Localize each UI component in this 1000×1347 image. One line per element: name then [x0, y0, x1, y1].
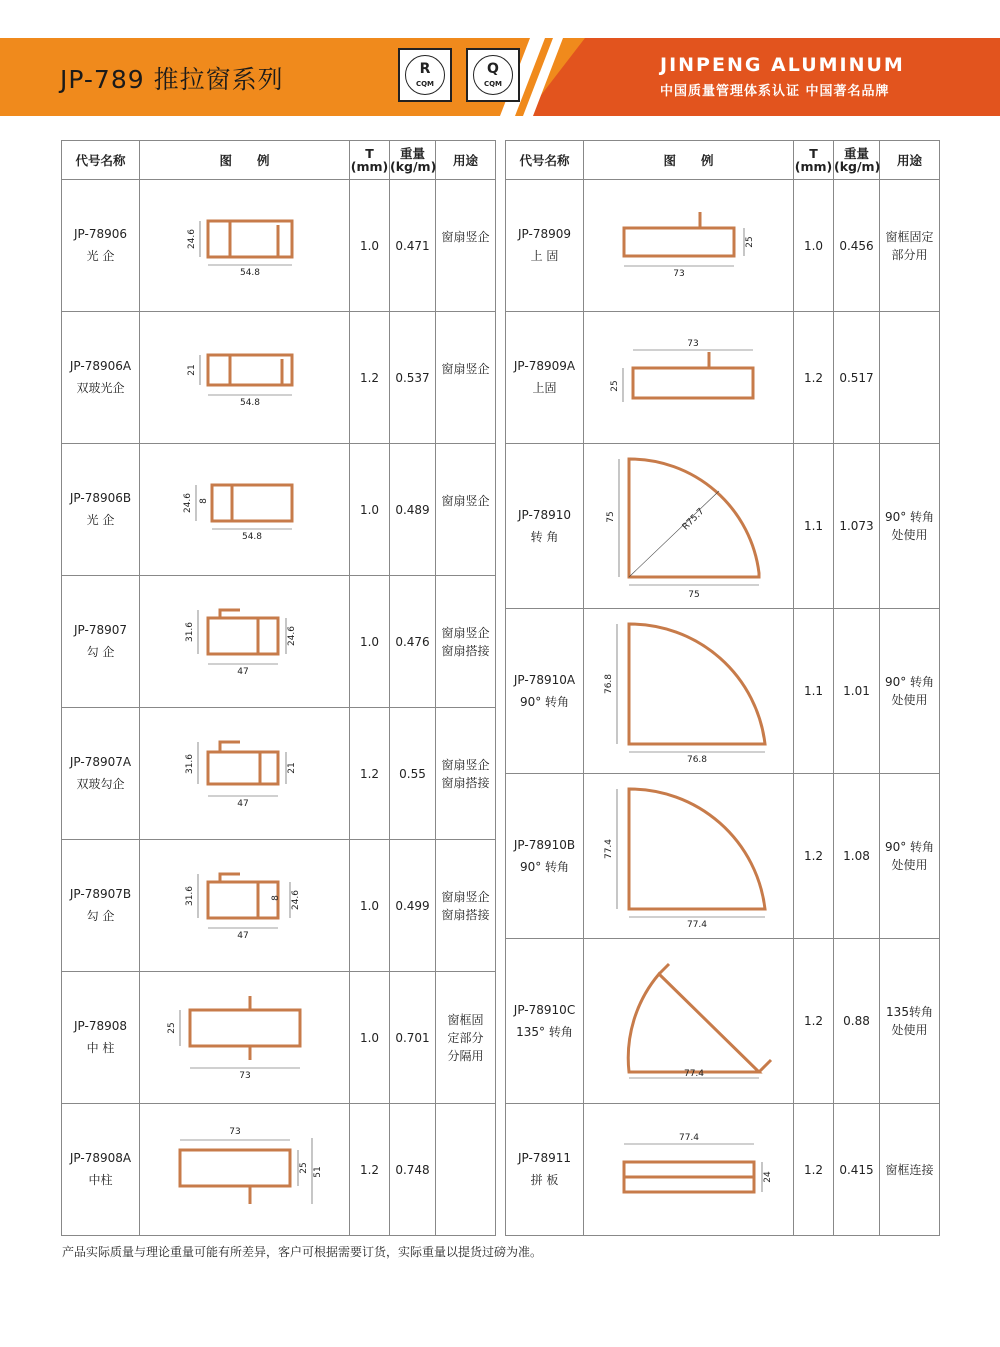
thickness-cell: 1.0 [794, 180, 834, 312]
thickness-cell: 1.0 [350, 576, 390, 708]
product-name: 90° 转角 [519, 859, 570, 874]
col-weight-header: 重量 (kg/m) [390, 141, 436, 180]
weight-cell: 0.489 [390, 444, 436, 576]
dimension-label: 54.8 [239, 267, 260, 278]
dimension-label: 24.6 [286, 625, 297, 646]
dimension-label: 75 [605, 511, 616, 523]
figure-cell [140, 312, 350, 444]
use-line: 135转角 [886, 1005, 933, 1019]
use-line: 窗扇搭接 [441, 643, 490, 658]
use-line: 处使用 [891, 1023, 928, 1037]
use-line: 窗扇搭接 [441, 775, 490, 790]
use-line: 90° 转角 [884, 675, 935, 689]
profile-drawing [170, 211, 320, 281]
col-t-header: T (mm) [350, 141, 390, 180]
code-cell [62, 708, 140, 840]
col-code-header: 代号名称 [506, 141, 584, 180]
product-code: JP-78906B [69, 491, 132, 505]
weight-cell: 1.08 [834, 774, 880, 939]
use-cell [880, 312, 940, 444]
profile-drawing [160, 990, 330, 1085]
cqm-q-logo: Q CQM [466, 48, 520, 102]
dimension-label: 73 [686, 338, 699, 349]
product-code: JP-78910B [513, 837, 576, 852]
use-line: 部分用 [891, 247, 928, 262]
use-line: 处使用 [891, 858, 928, 872]
footer-note: 产品实际质量与理论重量可能有所差异，客户可根据需要订货，实际重量以提货过磅为准。 [62, 1245, 543, 1259]
table-row [62, 972, 496, 1104]
figure-cell [584, 609, 794, 774]
banner-red-panel [525, 38, 1000, 116]
product-code: JP-78908 [73, 1019, 127, 1033]
dimension-label: 8 [270, 894, 281, 901]
thickness-cell: 1.2 [794, 939, 834, 1104]
weight-cell: 0.537 [390, 312, 436, 444]
profile-drawing [599, 954, 779, 1089]
profile-drawing [594, 1130, 784, 1210]
use-line: 处使用 [891, 528, 928, 542]
product-name: 光 企 [86, 513, 115, 527]
code-cell [62, 180, 140, 312]
dimension-label: 73 [672, 268, 685, 279]
weight-cell: 0.88 [834, 939, 880, 1104]
weight-cell: 0.499 [390, 840, 436, 972]
figure-cell [584, 312, 794, 444]
product-name: 中柱 [88, 1173, 113, 1187]
use-line: 窗扇竖企 [441, 625, 490, 640]
dimension-label: 51 [312, 1166, 323, 1178]
use-line: 窗框固 [447, 1012, 484, 1027]
use-cell [436, 576, 496, 708]
dimension-label: 21 [286, 761, 297, 774]
dimension-label: 31.6 [184, 753, 195, 774]
use-line: 处使用 [891, 693, 928, 707]
table-row [62, 180, 496, 312]
thickness-cell: 1.0 [350, 840, 390, 972]
weight-cell: 1.01 [834, 609, 880, 774]
weight-cell: 0.517 [834, 312, 880, 444]
product-name: 勾 企 [86, 645, 115, 659]
product-code: JP-78910C [513, 1002, 576, 1017]
col-weight-header: 重量 (kg/m) [834, 141, 880, 180]
dimension-label: 8 [198, 497, 209, 504]
profile-drawing [599, 616, 779, 766]
code-cell [506, 180, 584, 312]
profile-drawing [604, 206, 774, 286]
dimension-label: 73 [228, 1127, 241, 1137]
cqm-r-logo: R CQM [398, 48, 452, 102]
use-line: 90° 转角 [884, 510, 935, 524]
figure-cell [584, 444, 794, 609]
left-catalog-table [61, 140, 496, 1236]
use-line: 分隔用 [447, 1048, 484, 1063]
dimension-label: R75.7 [680, 506, 706, 533]
code-cell [506, 1104, 584, 1236]
code-cell [62, 840, 140, 972]
brand-name: JINPENG ALUMINUM [660, 54, 905, 76]
use-cell [436, 180, 496, 312]
col-t-header: T (mm) [794, 141, 834, 180]
use-cell [436, 972, 496, 1104]
dimension-label: 47 [236, 666, 249, 677]
profile-drawing [599, 338, 779, 418]
dimension-label: 54.8 [241, 531, 262, 542]
code-cell [62, 972, 140, 1104]
use-line: 90° 转角 [884, 840, 935, 854]
figure-cell [140, 840, 350, 972]
dimension-label: 24.6 [186, 228, 197, 249]
col-code-header: 代号名称 [62, 141, 140, 180]
thickness-cell: 1.2 [350, 1104, 390, 1236]
thickness-cell: 1.1 [794, 609, 834, 774]
product-code: JP-78906A [69, 359, 132, 373]
product-name: 中 柱 [86, 1041, 115, 1055]
product-code: JP-78907A [69, 755, 132, 769]
thickness-cell: 1.2 [794, 774, 834, 939]
thickness-cell: 1.2 [794, 312, 834, 444]
figure-cell [584, 774, 794, 939]
col-figure-header: 图 例 [584, 141, 794, 180]
use-line: 窗框固定 [885, 229, 934, 244]
table-row [506, 1104, 940, 1236]
product-code: JP-78911 [517, 1151, 571, 1165]
table-row [506, 774, 940, 939]
product-name: 135° 转角 [516, 1024, 573, 1039]
page-title: JP-789 推拉窗系列 [60, 65, 284, 94]
col-figure-header: 图 例 [140, 141, 350, 180]
use-cell [436, 444, 496, 576]
profile-drawing [170, 343, 320, 413]
dimension-label: 24.6 [290, 889, 301, 910]
code-cell [62, 576, 140, 708]
product-code: JP-78909A [513, 359, 576, 373]
figure-cell [140, 180, 350, 312]
thickness-cell: 1.1 [794, 444, 834, 609]
thickness-cell: 1.0 [350, 180, 390, 312]
use-cell [436, 1104, 496, 1236]
thickness-cell: 1.2 [350, 312, 390, 444]
dimension-label: 47 [236, 798, 249, 809]
use-cell [436, 708, 496, 840]
use-line: 定部分 [447, 1030, 484, 1045]
code-cell [506, 609, 584, 774]
code-cell [506, 312, 584, 444]
profile-drawing [170, 866, 320, 946]
dimension-label: 77.4 [603, 838, 614, 860]
thickness-cell: 1.0 [350, 444, 390, 576]
product-code: JP-78906 [73, 227, 127, 241]
weight-cell: 0.471 [390, 180, 436, 312]
use-line: 窗扇竖企 [441, 889, 490, 904]
use-cell [436, 312, 496, 444]
use-line: 窗扇竖企 [441, 493, 490, 508]
profile-drawing [160, 1122, 330, 1217]
figure-cell [584, 939, 794, 1104]
product-code: JP-78907 [73, 623, 127, 637]
profile-drawing [599, 781, 779, 931]
figure-cell [140, 444, 350, 576]
dimension-label: 76.8 [686, 755, 707, 765]
dimension-label: 77.4 [678, 1132, 699, 1143]
dimension-label: 25 [744, 235, 755, 248]
code-cell [62, 1104, 140, 1236]
dimension-label: 75 [687, 590, 700, 600]
code-cell [62, 444, 140, 576]
code-cell [62, 312, 140, 444]
thickness-cell: 1.2 [350, 708, 390, 840]
figure-cell [584, 180, 794, 312]
profile-drawing [170, 475, 320, 545]
dimension-label: 76.8 [603, 673, 614, 695]
dimension-label: 31.6 [184, 621, 195, 642]
figure-cell [140, 1104, 350, 1236]
dimension-label: 21 [186, 363, 197, 376]
thickness-cell: 1.2 [794, 1104, 834, 1236]
figure-cell [584, 1104, 794, 1236]
use-cell [880, 939, 940, 1104]
dimension-label: 24.6 [182, 492, 193, 513]
col-use-header: 用途 [436, 141, 496, 180]
product-name: 勾 企 [86, 909, 115, 923]
weight-cell: 0.55 [390, 708, 436, 840]
product-name: 拼 板 [530, 1173, 559, 1187]
table-row [506, 609, 940, 774]
table-row [62, 1104, 496, 1236]
weight-cell: 0.415 [834, 1104, 880, 1236]
dimension-label: 77.4 [686, 920, 707, 930]
use-line: 窗扇搭接 [441, 907, 490, 922]
table-row [62, 840, 496, 972]
use-cell [880, 609, 940, 774]
weight-cell: 0.456 [834, 180, 880, 312]
figure-cell [140, 972, 350, 1104]
brand-subtitle: 中国质量管理体系认证 中国著名品牌 [660, 84, 890, 99]
weight-cell: 0.701 [390, 972, 436, 1104]
dimension-label: 77.4 [683, 1068, 704, 1079]
code-cell [506, 774, 584, 939]
dimension-label: 73 [238, 1071, 251, 1081]
code-cell [506, 939, 584, 1104]
table-row [62, 708, 496, 840]
table-row [506, 444, 940, 609]
product-code: JP-78909 [517, 227, 571, 241]
profile-drawing [170, 602, 320, 682]
table-row [506, 180, 940, 312]
weight-cell: 0.476 [390, 576, 436, 708]
use-line: 窗扇竖企 [441, 361, 490, 376]
dimension-label: 31.6 [184, 885, 195, 906]
use-line: 窗框连接 [885, 1162, 934, 1177]
product-name: 90° 转角 [519, 694, 570, 709]
figure-cell [140, 576, 350, 708]
use-cell [880, 774, 940, 939]
product-name: 双玻光企 [76, 381, 125, 395]
dimension-label: 24 [762, 1170, 773, 1183]
col-use-header: 用途 [880, 141, 940, 180]
weight-cell: 1.073 [834, 444, 880, 609]
table-row [62, 312, 496, 444]
product-name: 上 固 [530, 249, 559, 263]
use-cell [436, 840, 496, 972]
product-name: 双玻勾企 [76, 777, 125, 791]
table-row [506, 939, 940, 1104]
dimension-label: 25 [166, 1022, 177, 1034]
right-catalog-table [505, 140, 940, 1236]
table-row [62, 576, 496, 708]
weight-cell: 0.748 [390, 1104, 436, 1236]
use-cell [880, 1104, 940, 1236]
use-line: 窗扇竖企 [441, 229, 490, 244]
use-cell [880, 180, 940, 312]
dimension-label: 54.8 [239, 397, 260, 408]
product-code: JP-78910A [513, 672, 576, 687]
product-name: 转 角 [530, 529, 559, 544]
dimension-label: 25 [298, 1162, 309, 1174]
product-code: JP-78910 [517, 507, 571, 522]
product-name: 光 企 [86, 249, 115, 263]
table-row [506, 312, 940, 444]
use-cell [880, 444, 940, 609]
use-line: 窗扇竖企 [441, 757, 490, 772]
code-cell [506, 444, 584, 609]
dimension-label: 25 [609, 379, 620, 392]
dimension-label: 47 [236, 930, 249, 941]
table-row [62, 444, 496, 576]
product-code: JP-78907B [69, 887, 132, 901]
profile-drawing [170, 734, 320, 814]
thickness-cell: 1.0 [350, 972, 390, 1104]
product-code: JP-78908A [69, 1151, 132, 1165]
right-header-row [506, 141, 940, 180]
profile-drawing [599, 451, 779, 601]
left-header-row [62, 141, 496, 180]
figure-cell [140, 708, 350, 840]
product-name: 上固 [532, 381, 557, 395]
